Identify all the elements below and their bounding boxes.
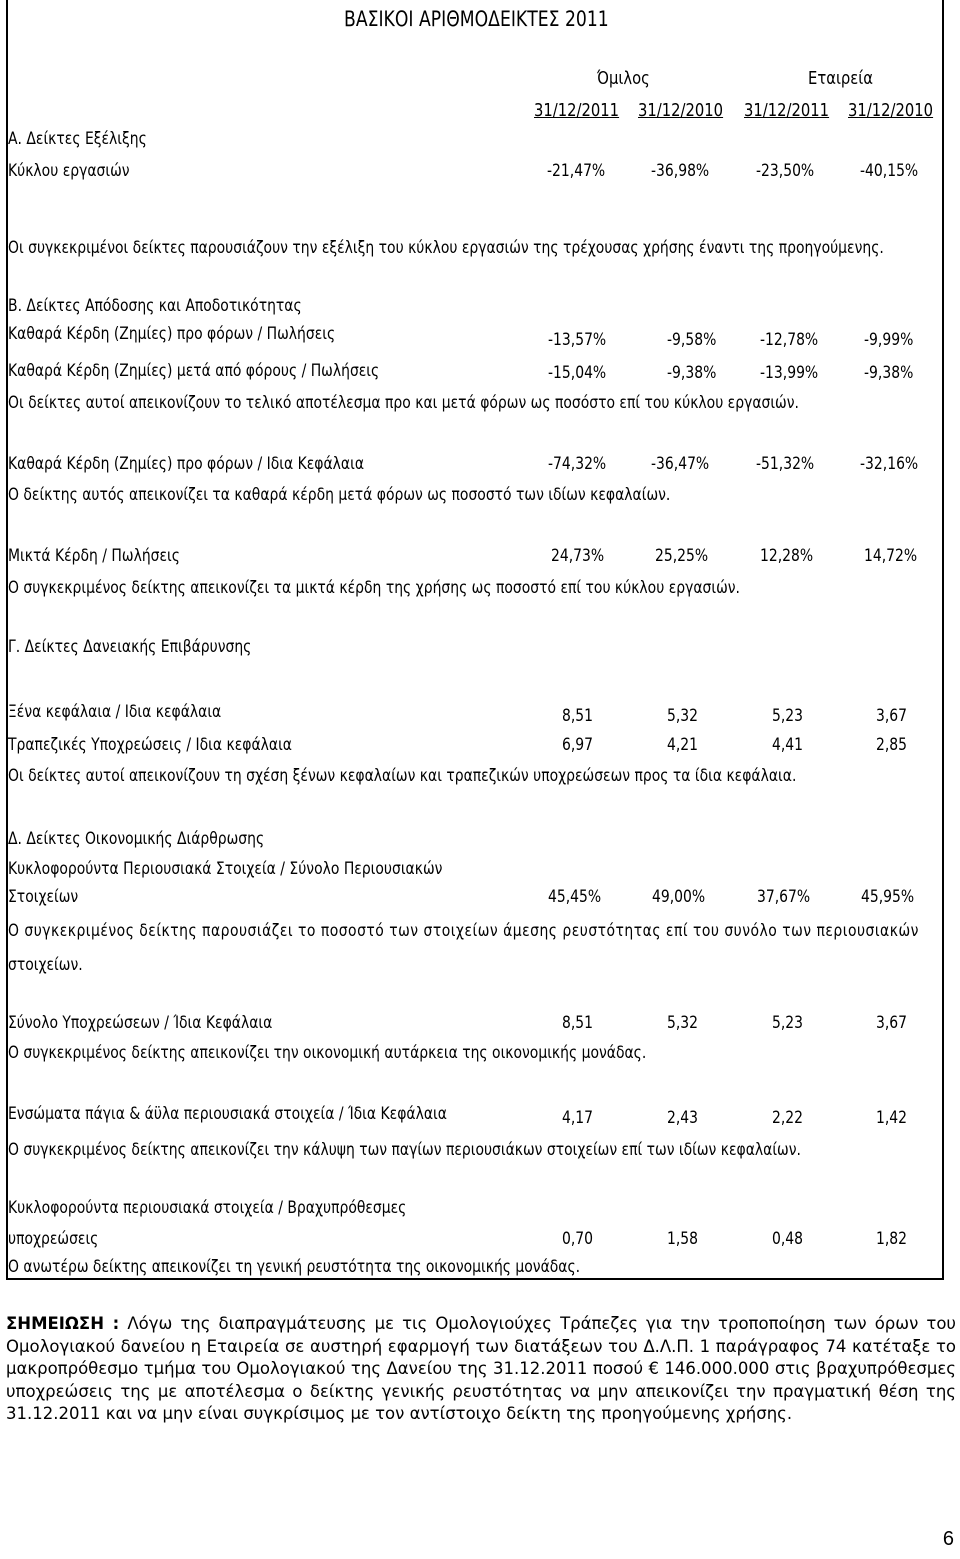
date-col-1: 31/12/2011 <box>534 100 620 121</box>
b-row3-val-1: -74,32% <box>548 454 607 474</box>
b-row4-label: Μικτά Κέρδη / Πωλήσεις <box>8 546 180 566</box>
d-row3-val-3: 2,22 <box>772 1108 804 1128</box>
b-description-1: Οι δείκτες αυτοί απεικονίζουν το τελικό αποτέλεσμα προ και μετά φόρων ως ποσόστο επί του κύκλου εργασιών. <box>8 393 799 413</box>
d-row1-label-b: Στοιχείων <box>8 887 79 907</box>
c-row1-val-4: 3,67 <box>876 706 908 726</box>
b-row1-val-3: -12,78% <box>760 330 819 350</box>
d-row2-label: Σύνολο Υποχρεώσεων / Ίδια Κεφάλαια <box>8 1013 273 1033</box>
d-row1-val-3: 37,67% <box>757 887 811 907</box>
c-description: Οι δείκτες αυτοί απεικονίζουν τη σχέση ξένων κεφαλαίων και τραπεζικών υποχρεώσεων προς τα ίδια κεφάλαια. <box>8 766 797 786</box>
d-row4-val-3: 0,48 <box>772 1229 804 1249</box>
c-row2-val-1: 6,97 <box>562 735 594 755</box>
note-label: ΣΗΜΕΙΩΣΗ : <box>6 1314 120 1333</box>
a-row1-val-2: -36,98% <box>651 161 710 181</box>
a-row1-val-3: -23,50% <box>756 161 815 181</box>
page-number: 6 <box>942 1528 954 1550</box>
d-row2-val-2: 5,32 <box>667 1013 699 1033</box>
section-c-title: Γ. Δείκτες Δανειακής Επιβάρυνσης <box>8 637 252 657</box>
b-row3-val-2: -36,47% <box>651 454 710 474</box>
c-row2-val-2: 4,21 <box>667 735 699 755</box>
b-description-2: Ο δείκτης αυτός απεικονίζει τα καθαρά κέρδη μετά φόρων ως ποσοστό των ιδίων κεφαλαίων. <box>8 485 671 505</box>
company-header: Εταιρεία <box>808 68 874 89</box>
d-description-1b: στοιχείων. <box>8 955 83 975</box>
d-row4-val-1: 0,70 <box>562 1229 594 1249</box>
d-row4-val-4: 1,82 <box>876 1229 908 1249</box>
d-row4-val-2: 1,58 <box>667 1229 699 1249</box>
b-row4-val-4: 14,72% <box>864 546 918 566</box>
d-row3-val-4: 1,42 <box>876 1108 908 1128</box>
d-description-4: Ο ανωτέρω δείκτης απεικονίζει τη γενική ρευστότητα της οικονομικής μονάδας. <box>8 1257 581 1277</box>
b-row2-val-1: -15,04% <box>548 363 607 383</box>
d-description-3: Ο συγκεκριμένος δείκτης απεικονίζει την κάλυψη των παγίων περιουσιάκων στοιχείων επί των ιδίων κεφαλαίων. <box>8 1140 801 1160</box>
d-row1-label-a: Κυκλοφορούντα Περιουσιακά Στοιχεία / Σύνολο Περιουσιακών <box>8 859 443 879</box>
b-row3-val-4: -32,16% <box>860 454 919 474</box>
group-header: Όμιλος <box>597 68 650 89</box>
d-row4-label-b: υποχρεώσεις <box>8 1229 99 1249</box>
d-row2-val-1: 8,51 <box>562 1013 594 1033</box>
b-row2-val-2: -9,38% <box>667 363 717 383</box>
a-row1-val-4: -40,15% <box>860 161 919 181</box>
b-row3-label: Καθαρά Κέρδη (Ζημίες) προ φόρων / Ιδια Κεφάλαια <box>8 454 365 474</box>
d-row3-val-2: 2,43 <box>667 1108 699 1128</box>
c-row2-label: Τραπεζικές Υποχρεώσεις / Ιδια κεφάλαια <box>8 735 292 755</box>
b-description-3: Ο συγκεκριμένος δείκτης απεικονίζει τα μικτά κέρδη της χρήσης ως ποσοστό επί του κύκλου εργασιών. <box>8 578 740 598</box>
b-row2-val-4: -9,38% <box>864 363 914 383</box>
d-description-2: Ο συγκεκριμένος δείκτης απεικονίζει την οικονομική αυτάρκεια της οικονομικής μονάδας. <box>8 1043 647 1063</box>
d-row1-val-1: 45,45% <box>548 887 602 907</box>
d-row2-val-4: 3,67 <box>876 1013 908 1033</box>
section-b-title: Β. Δείκτες Απόδοσης και Αποδοτικότητας <box>8 296 302 316</box>
c-row1-val-2: 5,32 <box>667 706 699 726</box>
d-row3-val-1: 4,17 <box>562 1108 594 1128</box>
date-col-2: 31/12/2010 <box>638 100 724 121</box>
b-row2-label: Καθαρά Κέρδη (Ζημίες) μετά από φόρους / Πωλήσεις <box>8 361 380 381</box>
b-row1-val-4: -9,99% <box>864 330 914 350</box>
section-d-title: Δ. Δείκτες Οικονομικής Διάρθρωσης <box>8 829 265 849</box>
b-row3-val-3: -51,32% <box>756 454 815 474</box>
d-row2-val-3: 5,23 <box>772 1013 804 1033</box>
page-title: ΒΑΣΙΚΟΙ ΑΡΙΘΜΟΔΕΙΚΤΕΣ 2011 <box>344 7 609 31</box>
a-row1-val-1: -21,47% <box>547 161 606 181</box>
a-row1-label: Κύκλου εργασιών <box>8 161 130 181</box>
c-row1-val-1: 8,51 <box>562 706 594 726</box>
c-row2-val-3: 4,41 <box>772 735 804 755</box>
b-row4-val-3: 12,28% <box>760 546 814 566</box>
b-row1-val-2: -9,58% <box>667 330 717 350</box>
section-a-title: Α. Δείκτες Εξέλιξης <box>8 129 147 149</box>
b-row4-val-1: 24,73% <box>551 546 605 566</box>
b-row4-val-2: 25,25% <box>655 546 709 566</box>
date-col-4: 31/12/2010 <box>848 100 934 121</box>
a-description: Οι συγκεκριμένοι δείκτες παρουσιάζουν την εξέλιξη του κύκλου εργασιών της τρέχουσας χρήσης έναντι της προηγούμενης. <box>8 238 884 258</box>
c-row1-val-3: 5,23 <box>772 706 804 726</box>
c-row2-val-4: 2,85 <box>876 735 908 755</box>
c-row1-label: Ξένα κεφάλαια / Ιδια κεφάλαια <box>8 702 222 722</box>
b-row1-label: Καθαρά Κέρδη (Ζημίες) προ φόρων / Πωλήσεις <box>8 324 336 344</box>
b-row1-val-1: -13,57% <box>548 330 607 350</box>
note-text: Λόγω της διαπραγμάτευσης με τις Ομολογιούχες Τράπεζες για την τροποποίηση των όρων του Ομολογιακού δανείου η Εταιρεία σε αυστηρή εφαρμογή των διατάξεων του Δ.Λ.Π. 1 παράγραφος 74 κατέταξε το μακροπρόθεσμο τμήμα του Ομολογιακού της Δανείου της 31.12.2011 ποσού € 146.000.000 στις βραχυπρόθεσμες υποχρεώσεις της με αποτέλεσμα ο δείκτης γενικής ρευστότητας να μην απεικονίζει την πραγματική θέση της 31.12.2011 και να μην είναι συγκρίσιμος με τον αντίστοιχο δείκτη της προηγούμενης χρήσης. <box>6 1314 956 1423</box>
d-row3-label: Ενσώματα πάγια & άϋλα περιουσιακά στοιχεία / Ίδια Κεφάλαια <box>8 1104 447 1124</box>
d-row4-label-a: Κυκλοφορούντα περιουσιακά στοιχεία / Βραχυπρόθεσμες <box>8 1198 407 1218</box>
b-row2-val-3: -13,99% <box>760 363 819 383</box>
date-col-3: 31/12/2011 <box>744 100 830 121</box>
d-row1-val-2: 49,00% <box>652 887 706 907</box>
d-description-1a: Ο συγκεκριμένος δείκτης παρουσιάζει το ποσοστό των στοιχείων άμεσης ρευστότητας επί του συνόλο των περιουσιακών <box>8 921 919 941</box>
d-row1-val-4: 45,95% <box>861 887 915 907</box>
note-paragraph <box>6 1313 956 1426</box>
